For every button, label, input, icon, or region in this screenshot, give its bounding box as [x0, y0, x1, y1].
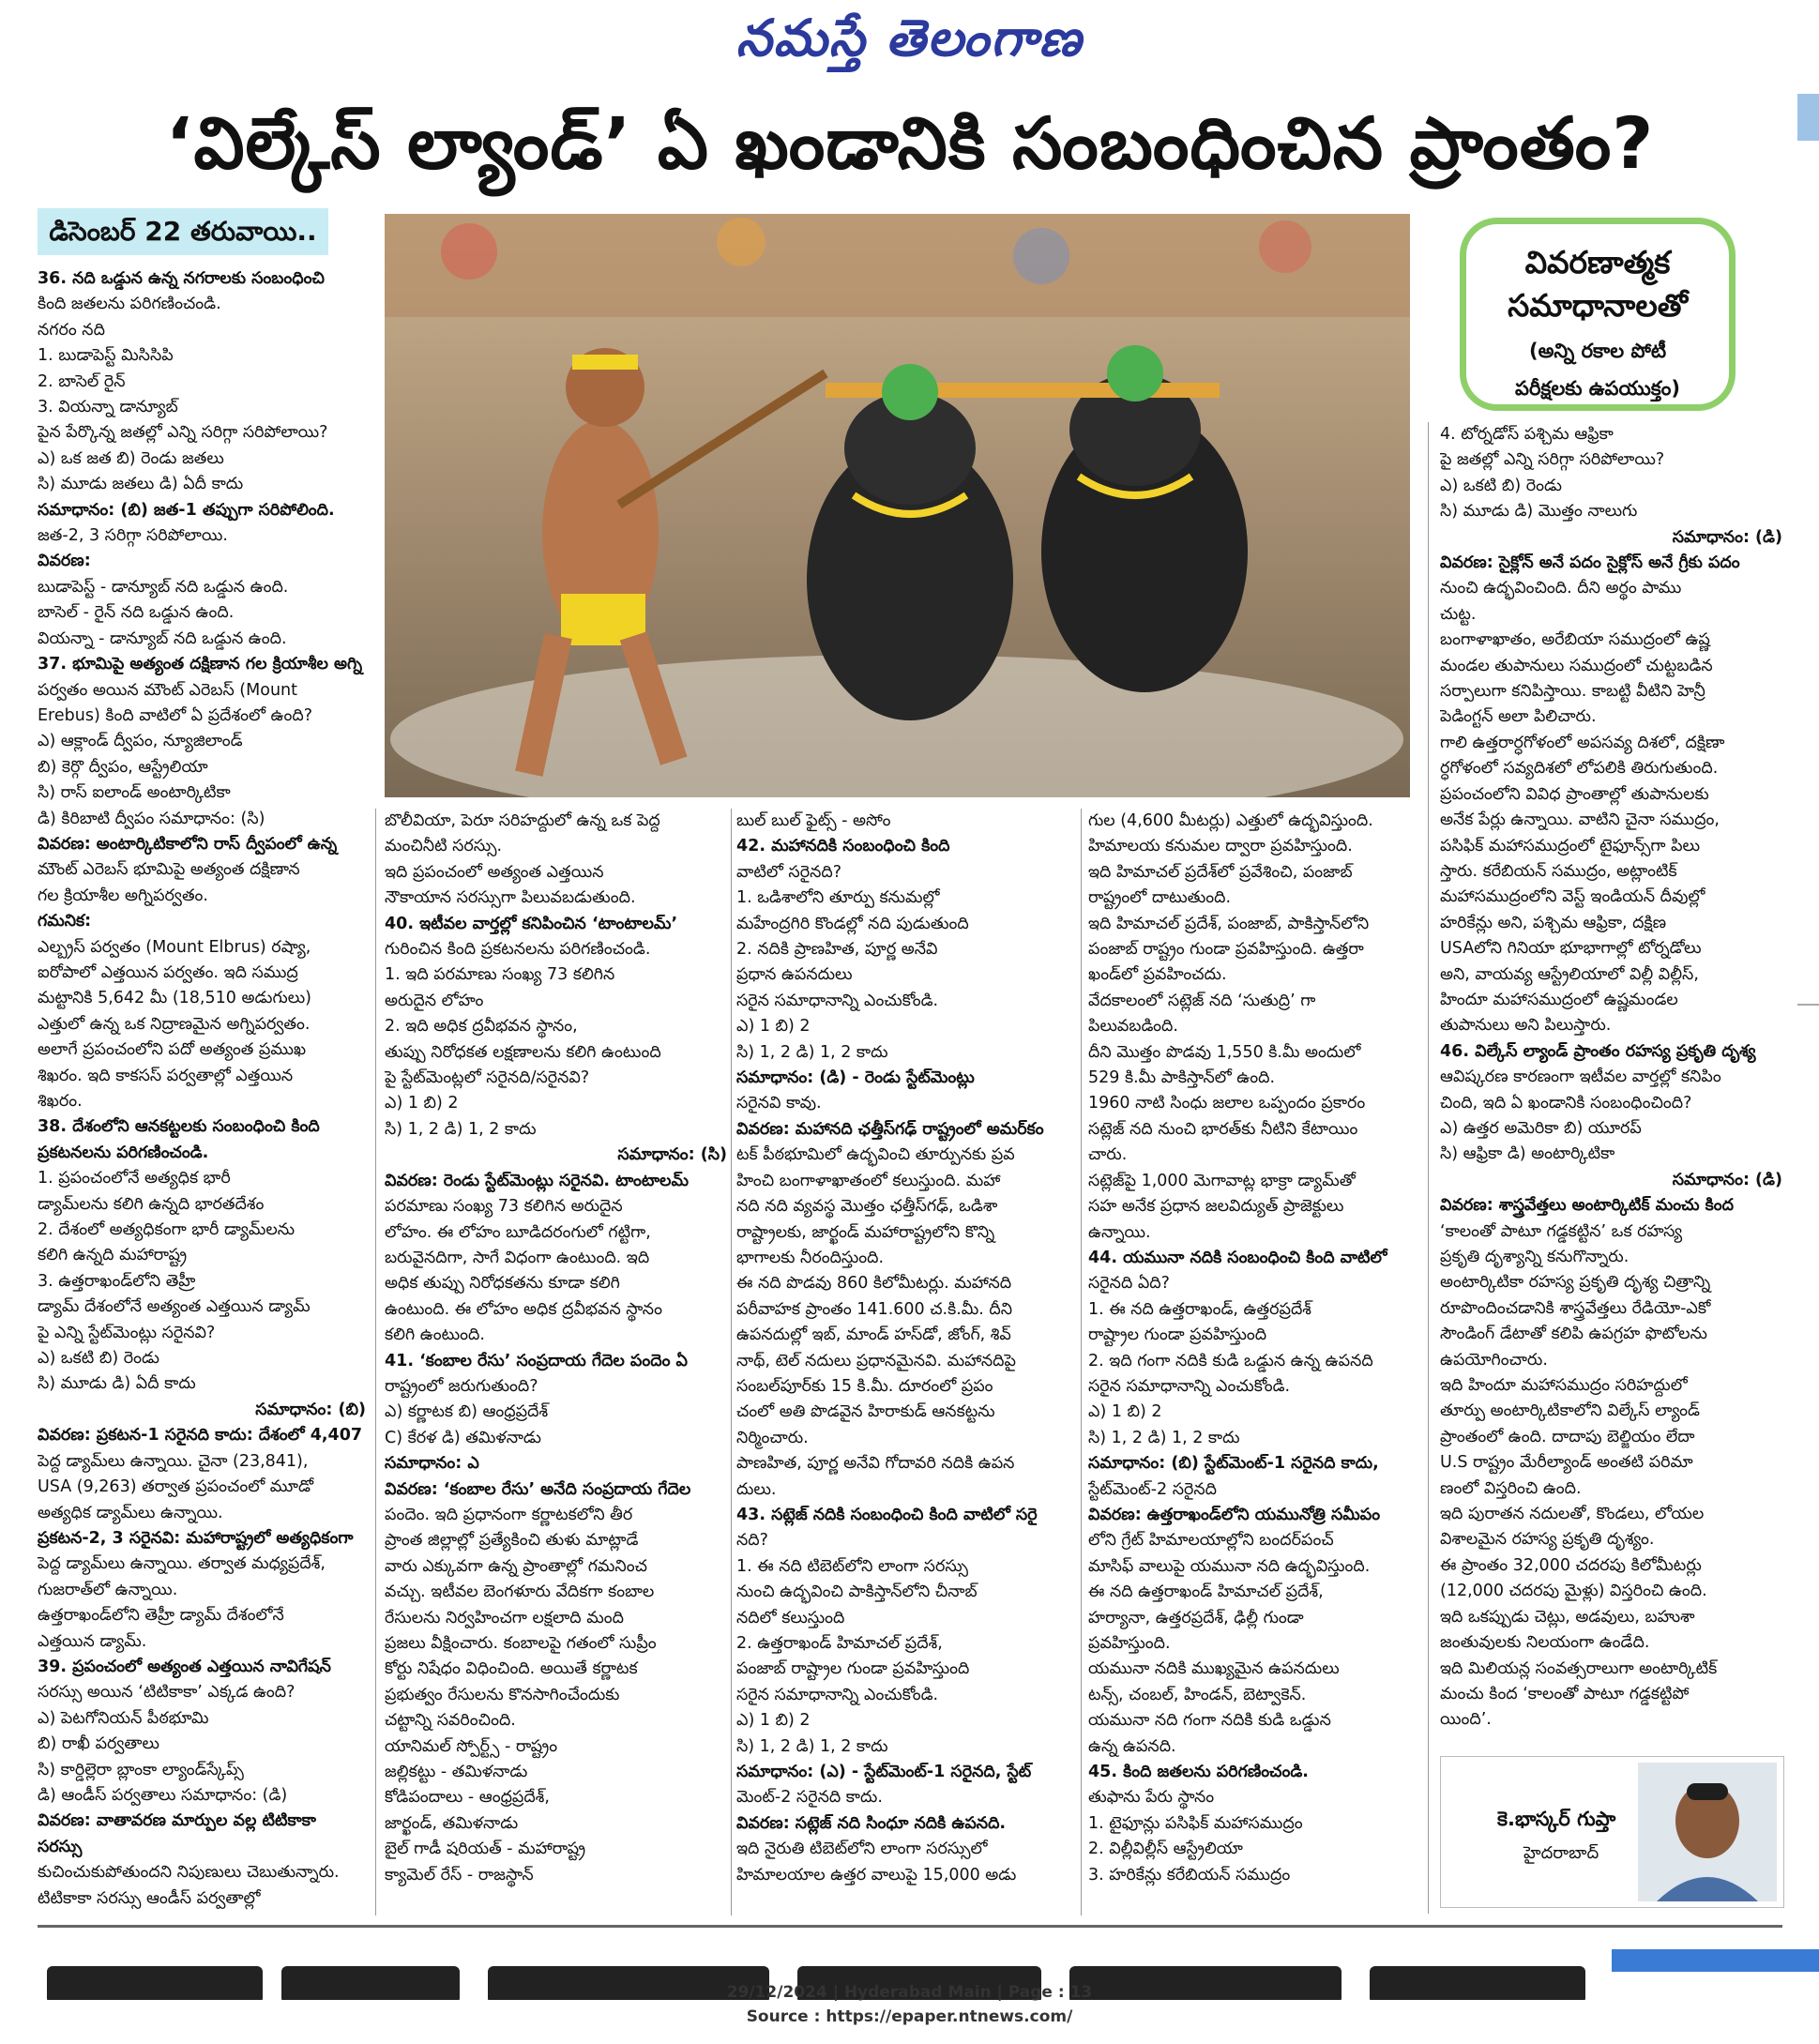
text-line: డ్యామ్‌లను కలిగి ఉన్నది భారతదేశం	[38, 1194, 265, 1214]
article-column-4	[1088, 809, 1421, 1917]
text-line: ఎ) 1 బి) 2	[736, 1711, 811, 1731]
text-line: 2. ఉత్తరాఖండ్ హిమాచల్ ప్రదేశ్,	[736, 1634, 943, 1653]
text-line: ఉపనదుల్లో ఇబ్, మాండ్ హస్‌డో, జోంగ్, శివ్	[736, 1325, 1011, 1345]
text-line: వివరణ:	[38, 552, 91, 571]
text-line: అంటార్కిటికా రహస్య ప్రకృతి దృశ్య చిత్రాన్ని	[1440, 1273, 1711, 1293]
text-line: ఎల్బ్రస్ పర్వతం (Mount Elbrus) రష్యా,	[38, 937, 311, 957]
text-line: సి) రాస్ ఐలాండ్ అంటార్కిటికా	[38, 783, 231, 803]
text-line: కలిగి ఉంటుంది.	[385, 1325, 485, 1345]
page-headline: ‘విల్కేస్ ల్యాండ్’ ఏ ఖండానికి సంబంధించిన ప్రాంతం?	[165, 101, 1655, 185]
text-line: సమాధానం: (డి) - రెండు స్టేట్‌మెంట్లు	[736, 1068, 975, 1088]
badge-line-4: పరీక్షలకు ఉపయుక్తం)	[1515, 377, 1680, 400]
text-line: Erebus) కింది వాటిలో ఏ ప్రదేశంలో ఉంది?	[38, 705, 313, 725]
text-line: యమునా నది గంగా నదికి కుడి ఒడ్డున	[1088, 1711, 1331, 1731]
text-line: 2. ఇది గంగా నదికి కుడి ఒడ్డున ఉన్న ఉపనది	[1088, 1351, 1373, 1370]
text-line: వియన్నా - డాన్యూబ్ నది ఒడ్డున ఉంది.	[38, 628, 287, 648]
text-line: ర్ధగోళంలో సవ్యదిశలో లోపలికి తిరుగుతుంది.	[1440, 759, 1719, 779]
text-line: వివరణ: ప్రకటన-1 సరైనది కాదు: దేశంలో 4,407	[38, 1426, 363, 1446]
text-line: స్తారు. కరేబియన్ సముద్రం, అట్లాంటిక్	[1440, 861, 1677, 881]
footer-date-line: 29/12/2024 | Hyderabad Main | Page : 13	[726, 1983, 1093, 2002]
text-line: 2. దేశంలో అత్యధికంగా భారీ డ్యామ్‌లను	[38, 1220, 296, 1240]
text-line: 41. ‘కంబాల రేసు’ సంప్రదాయ గేదెల పందెం ఏ	[385, 1351, 688, 1370]
text-line: ఖండ్‌లో ప్రవహించదు.	[1088, 965, 1227, 985]
text-line: లోని గ్రేట్ హిమాలయాల్లోని బందర్‌పంచ్	[1088, 1531, 1334, 1551]
text-line: సమాధానం: (బి) స్టేట్‌మెంట్-1 సరైనది కాదు,	[1088, 1454, 1379, 1474]
text-line: చంలో అతి పొడవైన హిరాకుడ్ ఆనకట్టను	[736, 1402, 995, 1422]
text-line: ఎ) ఉత్తర అమెరికా బి) యూరప్	[1440, 1118, 1642, 1138]
text-line: పెడింగ్టన్ అలా పిలిచారు.	[1440, 707, 1597, 727]
text-line: ప్రాంతంలో ఉంది. దాదాపు బెల్జియం లేదా	[1440, 1427, 1695, 1446]
text-line: శిఖరం.	[38, 1092, 83, 1111]
text-line: ప్రకటనలను పరిగణించండి.	[38, 1143, 209, 1162]
text-line: మండల తుపానులు సముద్రంలో చుట్టబడిన	[1440, 656, 1713, 675]
text-line: హిమాలయ కనుమల ద్వారా ప్రవహిస్తుంది.	[1088, 837, 1353, 856]
column-divider	[375, 809, 376, 1915]
text-line: పసిఫిక్ మహాసముద్రంలో టైఫూన్స్‌గా పిలు	[1440, 836, 1701, 855]
text-line: 1. బుడాపెస్ట్ మిసిసిపి	[38, 346, 174, 366]
text-line: 3. వియన్నా డాన్యూబ్	[38, 398, 178, 417]
text-line: బొలీవియా, పెరూ సరిహద్దులో ఉన్న ఒక పెద్ద	[385, 811, 660, 830]
text-line: వివరణ: ఉత్తరాఖండ్‌లోని యమునోత్రి సమీపం	[1088, 1505, 1381, 1524]
article-column-1	[38, 266, 366, 1917]
text-line: పైన పేర్కొన్న జతల్లో ఎన్ని సరిగ్గా సరిపోలాయి?	[38, 423, 328, 443]
text-line: ఇది ఒకప్పుడు చెట్లు, అడవులు, బహుశా	[1440, 1607, 1695, 1627]
text-line: పై స్టేట్‌మెంట్లలో సరైనది/సరైనవి?	[385, 1068, 590, 1088]
text-line: ప్రభుత్వం రేసులను కొనసాగించేందుకు	[385, 1685, 620, 1704]
text-line: ఎ) పెటగోనియన్ పీఠభూమి	[38, 1708, 209, 1728]
text-line: ఎ) ఆక్లాండ్ ద్వీపం, న్యూజిలాండ్	[38, 732, 243, 751]
text-line: సమాధానం: (సి)	[617, 1145, 727, 1165]
text-line: గాలి ఉత్తరార్ధగోళంలో అపసవ్య దిశలో, దక్షిణా	[1440, 733, 1725, 752]
text-line: పై జతల్లో ఎన్ని సరిగ్గా సరిపోలాయి?	[1440, 450, 1665, 470]
text-line: 1. ఈ నది ఉత్తరాఖండ్, ఉత్తరప్రదేశ్	[1088, 1299, 1311, 1319]
text-line: దీని మొత్తం పొడవు 1,550 కి.మీ అందులో	[1088, 1042, 1361, 1062]
text-line: సమాధానం: (ఎ) - స్టేట్‌మెంట్-1 సరైనది, స్టేట్	[736, 1763, 1032, 1782]
text-line: ప్రాంత జిల్లాల్లో ప్రత్యేకించి తుళు మాట్లాడే	[385, 1531, 639, 1551]
badge-line-1: వివరణాత్మక	[1524, 244, 1671, 280]
author-photo	[1638, 1763, 1777, 1901]
text-line: ణంలో విస్తరించి ఉంది.	[1440, 1478, 1582, 1498]
text-line: ఉంటుంది. ఈ లోహం అధిక ద్రవీభవన స్థానం	[385, 1299, 662, 1319]
text-line: సి) 1, 2 డి) 1, 2 కాదు	[736, 1736, 888, 1756]
text-line: సి) మూడు డి) మొత్తం నాలుగు	[1440, 502, 1638, 522]
text-line: నుంచి ఉద్భవించి పాకిస్తాన్‌లోని చీనాబ్	[736, 1582, 978, 1602]
text-line: కుచించుకుపోతుందని నిపుణులు చెబుతున్నారు.	[38, 1863, 340, 1883]
text-line: సి) మూడు డి) ఏదీ కాదు	[38, 1374, 196, 1394]
text-line: విశాలమైన రహస్య ప్రకృతి దృశ్యం.	[1440, 1530, 1655, 1550]
text-line: వివరణ: వాతావరణ మార్పుల వల్ల టిటికాకా సరస్సు	[38, 1811, 316, 1856]
text-line: కోర్టు నిషేధం విధించింది. అయితే కర్ణాటక	[385, 1659, 638, 1679]
text-line: మంచు కింద ‘కాలంతో పాటూ గడ్డకట్టిపో	[1440, 1684, 1690, 1703]
text-line: హిందూ మహాసముద్రంలో ఉష్ణమండల	[1440, 990, 1678, 1009]
text-line: ఈ ప్రాంతం 32,000 చదరపు కిలోమీటర్లు	[1440, 1555, 1702, 1575]
text-line: గుజరాత్‌లో ఉన్నాయి.	[38, 1580, 178, 1599]
text-line: అని, వాయవ్య ఆస్ట్రేలియాలో విల్లీ విల్లీస్,	[1440, 964, 1699, 984]
text-line: రాష్ట్రాల గుండా ప్రవహిస్తుంది	[1088, 1325, 1267, 1345]
text-line: యమునా నదికి ముఖ్యమైన ఉపనదులు	[1088, 1659, 1340, 1679]
column-divider	[1081, 809, 1082, 1915]
text-line: అధిక తుప్పు నిరోధకతను కూడా కలిగి	[385, 1274, 620, 1294]
text-line: కలిగి ఉన్నది మహారాష్ట్ర	[38, 1246, 188, 1265]
explanation-badge	[1460, 218, 1736, 411]
section-tag: డిసెంబర్ 22 తరువాయి..	[38, 208, 328, 255]
text-line: వివరణ: రెండు స్టేట్‌మెంట్లు సరైనవి. టాంటాలమ్	[385, 1171, 689, 1190]
text-line: ఎత్తులో ఉన్న ఒక నిద్రాణమైన అగ్నిపర్వతం.	[38, 1014, 311, 1034]
text-line: మౌంట్ ఎరెబస్ భూమిపై అత్యంత దక్షిణాన	[38, 860, 300, 880]
text-line: మెంట్-2 సరైనది కాదు.	[736, 1788, 883, 1808]
text-line: 40. ఇటీవల వార్తల్లో కనిపించిన ‘టాంటాలమ్’	[385, 914, 678, 933]
text-line: 1. ఇది పరమాణు సంఖ్య 73 కలిగిన	[385, 965, 615, 985]
text-line: ప్రపంచంలోని వివిధ ప్రాంతాల్లో తుపానులకు	[1440, 784, 1709, 804]
text-line: భాగాలకు నీరందిస్తుంది.	[736, 1248, 885, 1267]
text-line: బి) కెర్గొ ద్వీపం, ఆస్ట్రేలియా	[38, 757, 208, 777]
text-line: లోహం. ఈ లోహం బూడిదరంగులో గట్టిగా,	[385, 1222, 651, 1242]
text-line: రాష్ట్రంలో జరుగుతుంది?	[385, 1376, 538, 1396]
text-line: పంజాబ్ రాష్ట్రం గుండా ప్రవహిస్తుంది. ఉత్తరా	[1088, 940, 1364, 960]
badge-line-3: (అన్ని రకాల పోటీ	[1528, 340, 1667, 362]
text-line: సరైన సమాధానాన్ని ఎంచుకోండి.	[1088, 1376, 1291, 1396]
article-column-5	[1440, 422, 1782, 1745]
text-line: సట్లెజ్‌పై 1,000 మెగావాట్ల భాక్రా డ్యామ్‌తో	[1088, 1171, 1356, 1190]
text-line: గురించిన కింది ప్రకటనలను పరిగణించండి.	[385, 940, 651, 960]
text-line: సి) ఆఫ్రికా డి) అంటార్కిటికా	[1440, 1144, 1615, 1164]
text-line: ఉన్నాయి.	[1088, 1222, 1151, 1242]
text-line: వివరణ: సట్లెజ్ నది సింధూ నదికి ఉపనది.	[736, 1813, 1007, 1833]
text-line: పెద్ద డ్యామ్‌లు ఉన్నాయి. చైనా (23,841),	[38, 1451, 309, 1471]
text-line: బుడాపెస్ట్ - డాన్యూబ్ నది ఒడ్డున ఉంది.	[38, 577, 289, 597]
text-line: ఇది ప్రపంచంలో అత్యంత ఎత్తయిన	[385, 862, 604, 882]
text-line: అలాగే ప్రపంచంలోని పదో అత్యంత ప్రముఖ	[38, 1040, 307, 1060]
text-line: ఎ) 1 బి) 2	[736, 1017, 811, 1037]
text-line: ఇది మిలియన్ల సంవత్సరాలుగా అంటార్కిటిక్	[1440, 1658, 1718, 1678]
text-line: 36. నది ఒడ్డున ఉన్న నగరాలకు సంబంధించి	[38, 269, 325, 288]
text-line: చారు.	[1088, 1145, 1128, 1165]
text-line: ‘కాలంతో పాటూ గడ్డకట్టిన’ ఒక రహస్య	[1440, 1221, 1683, 1241]
text-line: 1. ఈ నది టిబెట్‌లోని లాంగా సరస్సు	[736, 1556, 969, 1576]
text-line: 529 కి.మీ పాకిస్తాన్‌లో ఉంది.	[1088, 1068, 1276, 1088]
text-line: సమాధానం: (బి)	[255, 1400, 366, 1419]
text-line: సి) 1, 2 డి) 1, 2 కాదు	[1088, 1428, 1240, 1447]
text-line: పందెం. ఇది ప్రధానంగా కర్ణాటకలోని తీర	[385, 1505, 633, 1524]
text-line: పిలువబడింది.	[1088, 1017, 1178, 1037]
text-line: గల క్రియాశీల అగ్నిపర్వతం.	[38, 886, 208, 905]
text-line: 43. సట్లెజ్ నదికి సంబంధించి కింది వాటిలో సరై	[736, 1505, 1038, 1524]
text-line: సరైన సమాధానాన్ని ఎంచుకోండి.	[736, 991, 939, 1010]
text-line: మంచినీటి సరస్సు.	[385, 837, 503, 856]
text-line: ఉత్తరాఖండ్‌లోని తెహ్రీ డ్యామ్ దేశంలోనే	[38, 1606, 284, 1626]
text-line: ఎ) ఒకటి బి) రెండు	[38, 1349, 159, 1369]
text-line: బాసెల్ - రైన్ నది ఒడ్డున ఉంది.	[38, 603, 235, 623]
author-box	[1440, 1756, 1784, 1908]
text-line: బరువైనదిగా, సాగే విధంగా ఉంటుంది. ఇది	[385, 1248, 650, 1267]
text-line: తుపానులు అని పిలుస్తారు.	[1440, 1016, 1612, 1036]
adjacent-page-edge	[1797, 94, 1819, 141]
text-line: 42. మహానదికి సంబంధించి కింది	[736, 837, 950, 856]
text-line: ఆవిష్కరణ కారణంగా ఇటీవల వార్తల్లో కనిపిం	[1440, 1067, 1721, 1087]
text-line: ఎ) ఒక జత బి) రెండు జతలు	[38, 448, 224, 468]
article-column-2	[385, 809, 727, 1917]
text-line: 46. విల్కేస్ ల్యాండ్ ప్రాంతం రహస్య ప్రకృతి దృశ్య	[1440, 1041, 1756, 1061]
text-line: వివరణ: సైక్లోన్ అనే పదం సైక్లోస్ అనే గ్రీకు పదం	[1440, 553, 1740, 573]
column-divider	[1428, 422, 1429, 1914]
text-line: 2. విల్లీవిల్లీస్ ఆస్ట్రేలియా	[1088, 1840, 1243, 1859]
text-line: ప్రవహిస్తుంది.	[1088, 1634, 1171, 1653]
text-line: 2. నదికి ప్రాణహిత, పూర్ణ అనేవి	[736, 940, 938, 960]
text-line: సరైన సమాధానాన్ని ఎంచుకోండి.	[736, 1685, 939, 1704]
text-line: సి) మూడు జతలు డి) ఏదీ కాదు	[38, 475, 244, 494]
text-line: తూర్పు అంటార్కిటికాలోని విల్కేస్ ల్యాండ్	[1440, 1401, 1700, 1421]
text-line: అనేక పేర్లు ఉన్నాయి. వాటిని చైనా సముద్రం,	[1440, 810, 1720, 830]
text-line: పర్వతం అయిన మౌంట్ ఎరెబస్ (Mount	[38, 680, 297, 700]
text-line: (12,000 చదరపు మైళ్లు) విస్తరించి ఉంది.	[1440, 1582, 1707, 1601]
text-line: సౌండింగ్ డేటాతో కలిపి ఉపగ్రహ ఫొటోలను	[1440, 1325, 1707, 1344]
text-line: 3. హరికేన్లు కరేబియన్ సముద్రం	[1088, 1865, 1291, 1885]
text-line: టన్స్, చంబల్, హిండన్, బెట్వా‌కెన్.	[1088, 1685, 1307, 1704]
article-column-3	[736, 809, 1076, 1917]
text-line: 1. టైఫూన్లు పసిఫిక్ మహాసముద్రం	[1088, 1813, 1303, 1833]
text-line: ప్రధాన ఉపనదులు	[736, 965, 853, 985]
text-line: నగరం నది	[38, 320, 105, 340]
text-line: చింది, ఇది ఏ ఖండానికి సంబంధించింది?	[1440, 1093, 1692, 1113]
text-line: 1960 నాటి సింధు జలాల ఒప్పందం ప్రకారం	[1088, 1094, 1366, 1113]
text-line: సమాధానం: (డి)	[1672, 527, 1782, 547]
text-line: నదిలో కలుస్తుంది	[736, 1608, 845, 1628]
text-line: పాణహిత, పూర్ణ అనేవి గోదావరి నదికి ఉపన	[736, 1454, 1015, 1474]
text-line: పరీవాహక ప్రాంతం 141.600 చ.కి.మీ. దీని	[736, 1299, 1013, 1319]
text-line: మహేంద్రగిరి కొండల్లో నది పుడుతుంది	[736, 914, 969, 933]
text-line: క్యామెల్ రేస్ - రాజస్థాన్	[385, 1865, 534, 1885]
text-line: రాష్ట్రంలో దాటుతుంది.	[1088, 888, 1232, 908]
author-city: హైదరాబాద్	[1523, 1843, 1599, 1863]
text-line: 38. దేశంలోని ఆనకట్టలకు సంబంధించి కింది	[38, 1117, 320, 1137]
text-line: చుట్ట.	[1440, 604, 1477, 624]
text-line: జత-2, 3 సరిగ్గా సరిపోలాయి.	[38, 526, 228, 546]
text-line: 39. ప్రపంచంలో అత్యంత ఎత్తయిన నావిగేషన్	[38, 1657, 331, 1676]
text-line: సట్లెజ్ నది నుంచి భారత్‌కు నీటిని కేటాయిం	[1088, 1119, 1358, 1139]
text-line: ఈ నది ఉత్తరాఖండ్ హిమాచల్ ప్రదేశ్,	[1088, 1582, 1324, 1602]
text-line: వచ్చు. ఇటీవల బెంగళూరు వేదికగా కంబాల	[385, 1582, 655, 1602]
text-line: దులు.	[736, 1479, 777, 1499]
text-line: ఎ) ఒకటి బి) రెండు	[1440, 476, 1562, 495]
text-line: జల్లికట్టు - తమిళనాడు	[385, 1763, 528, 1782]
text-line: ఎ) కర్ణాటక బి) ఆంధ్రప్రదేశ్	[385, 1402, 549, 1422]
text-line: తుఫాను పేరు స్థానం	[1088, 1788, 1215, 1808]
text-line: ఇది హిందూ మహాసముద్రం సరిహద్దులో	[1440, 1376, 1688, 1396]
text-line: సరైనవి కావు.	[736, 1094, 822, 1113]
text-line: టిటికాకా సరస్సు ఆండీస్ పర్వతాల్లో	[38, 1888, 261, 1908]
photo-illustration	[385, 214, 1410, 797]
text-line: వివరణ: ‘కంబాల రేసు’ అనేది సంప్రదాయ గేదెల	[385, 1479, 691, 1499]
text-line: సి) 1, 2 డి) 1, 2 కాదు	[385, 1119, 537, 1139]
text-line: ప్రకటన-2, 3 సరైనవి: మహారాష్ట్రలో అత్యధికంగా	[38, 1528, 354, 1548]
text-line: గమనిక:	[38, 912, 92, 931]
text-line: మట్టానికి 5,642 మీ (18,510 అడుగులు)	[38, 989, 311, 1008]
text-line: ఈ నది పొడవు 860 కిలోమీటర్లు. మహానది	[736, 1274, 1012, 1294]
bottom-rule	[38, 1925, 1782, 1928]
text-line: యింది’.	[1440, 1710, 1492, 1730]
text-line: బుల్ బుల్ ఫైట్స్ - అసోం	[736, 811, 891, 830]
text-line: USA (9,263) తర్వాత ప్రపంచంలో మూడో	[38, 1477, 314, 1497]
text-line: సి) 1, 2 డి) 1, 2 కాదు	[736, 1042, 888, 1062]
author-name: కె.భాస్కర్ గుప్తా	[1497, 1808, 1616, 1830]
text-line: వివరణ: మహానది ఛత్తీస్‌గఢ్ రాష్ట్రంలో అమర్‌కం	[736, 1119, 1044, 1139]
text-line: టక్ పీఠభూమిలో ఉద్భవించి తూర్పునకు ప్రవ	[736, 1145, 1015, 1165]
text-line: ప్రజలు వీక్షించారు. కంబాలపై గతంలో సుప్రీం	[385, 1634, 657, 1653]
text-line: యానిమల్ స్పోర్ట్స్ - రాష్ట్రం	[385, 1736, 558, 1756]
text-line: తుప్పు నిరోధకత లక్షణాలను కలిగి ఉంటుంది	[385, 1042, 661, 1062]
text-line: సమాధానం: (డి)	[1672, 1170, 1782, 1189]
text-line: ఐరోపాలో ఎత్తయిన పర్వతం. ఇది సముద్ర	[38, 962, 298, 982]
text-line: డి) కిరిబాటి ద్వీపం సమాధానం: (సి)	[38, 809, 265, 828]
text-line: వేదకాలంలో సట్లెజ్ నది ‘సుతుద్రి’ గా	[1088, 991, 1316, 1010]
text-line: గుల (4,600 మీటర్లు) ఎత్తులో ఉద్భవిస్తుంది.	[1088, 811, 1373, 830]
text-line: ఉన్న ఉపనది.	[1088, 1736, 1176, 1756]
text-line: స్టేట్‌మెంట్-2 సరైనది	[1088, 1479, 1218, 1499]
text-line: రేసులను నిర్వహించగా లక్షలాది మంది	[385, 1608, 624, 1628]
text-line: హిమాలయాల ఉత్తర వాలుపై 15,000 అడు	[736, 1865, 1017, 1885]
text-line: మాసిఫ్ వాలుపై యమునా నది ఉద్భవిస్తుంది.	[1088, 1556, 1371, 1576]
text-line: ఎత్తయిన డ్యామ్.	[38, 1631, 147, 1651]
text-line: డ్యామ్ దేశంలోనే అత్యంత ఎత్తయిన డ్యామ్	[38, 1297, 311, 1317]
text-line: 2. ఇది అధిక ద్రవీభవన స్థానం,	[385, 1017, 578, 1037]
badge-line-2: సమాధానాలతో	[1508, 287, 1688, 324]
text-line: పై ఎన్ని స్టేట్‌మెంట్లు సరైనవి?	[38, 1323, 216, 1342]
text-line: ఇది హిమాచల్ ప్రదేశ్‌లో ప్రవేశించి, పంజాబ్	[1088, 862, 1353, 882]
column-divider	[731, 809, 732, 1915]
text-line: హరికేన్లు అని, పశ్చిమ ఆఫ్రికా, దక్షిణ	[1440, 913, 1667, 932]
text-line: రూపొందించడానికి శాస్త్రవేత్తలు రేడియో-ఎకో	[1440, 1298, 1711, 1318]
text-line: సరైనది ఏది?	[1088, 1274, 1170, 1294]
text-line: U.S రాష్ట్రం మేరీల్యాండ్ అంతటి పరిమా	[1440, 1453, 1693, 1473]
text-line: బి) రాఖీ పర్వతాలు	[38, 1734, 159, 1754]
text-line: సమాధానం: ఎ	[385, 1454, 479, 1474]
footer-source-line: Source : https://epaper.ntnews.com/	[746, 2007, 1073, 2026]
text-line: ఎ) 1 బి) 2	[1088, 1402, 1162, 1422]
text-line: C) కేరళ డి) తమిళనాడు	[385, 1428, 541, 1447]
teaser-label-box	[1612, 1949, 1819, 1972]
text-line: హించి బంగాళాఖాతంలో కలుస్తుంది. మహా	[736, 1171, 1001, 1190]
text-line: నుంచి ఉద్భవించింది. దీని అర్థం పాము	[1440, 579, 1682, 598]
text-line: నది?	[736, 1531, 768, 1551]
text-line: వివరణ: అంటార్కిటికాలోని రాస్ ద్వీపంలో ఉన్న	[38, 834, 338, 854]
author-portrait	[1638, 1763, 1777, 1901]
text-line: కింది జతలను పరిగణించండి.	[38, 295, 221, 314]
text-line: బైల్ గాడీ షరియత్ - మహారాష్ట్ర	[385, 1840, 586, 1859]
text-line: సహ అనేక ప్రధాన జలవిద్యుత్ ప్రాజెక్టులు	[1088, 1197, 1344, 1217]
text-line: హర్యానా, ఉత్తరప్రదేశ్, ఢిల్లీ గుండా	[1088, 1608, 1304, 1628]
text-line: నాథ్, టెల్ నదులు ప్రధానమైనవి. మహానదిపై	[736, 1351, 1016, 1370]
text-line: 45. కింది జతలను పరిగణించండి.	[1088, 1763, 1309, 1782]
text-line: శిఖరం. ఇది కాకసస్ పర్వతాల్లో ఎత్తయిన	[38, 1066, 294, 1085]
text-line: కోడిపందాలు - ఆంధ్రప్రదేశ్,	[385, 1788, 550, 1808]
text-line: రాష్ట్రాలకు, జార్ఖండ్ మహారాష్ట్రలోని కొన్ని	[736, 1222, 995, 1242]
adjacent-page-edge	[1797, 1004, 1819, 1006]
text-line: 37. భూమిపై అత్యంత దక్షిణాన గల క్రియాశీల అగ్ని	[38, 655, 363, 674]
text-line: 1. ఒడిశాలోని తూర్పు కనుమల్లో	[736, 888, 940, 908]
text-line: వాటిలో సరైనది?	[736, 862, 842, 882]
text-line: ఇది హిమాచల్ ప్రదేశ్, పంజాబ్, పాకిస్తాన్‌లోని	[1088, 914, 1370, 933]
text-line: ఉపయోగించారు.	[1440, 1350, 1548, 1370]
kambala-race-photo	[385, 214, 1410, 797]
text-line: 2. బాసెల్ రైన్	[38, 371, 126, 391]
text-line: సి) కార్డిల్లెరా బ్లాంకా ల్యాండ్‌స్కేప్స్	[38, 1760, 244, 1779]
text-line: డి) ఆండీస్ పర్వతాలు సమాధానం: (డి)	[38, 1785, 288, 1805]
text-line: సమాధానం: (బి) జత-1 తప్పుగా సరిపోలింది.	[38, 500, 335, 520]
text-line: ఇది పురాతన నదులతో, కొండలు, లోయల	[1440, 1505, 1705, 1524]
text-line: మహాసముద్రంలోని వెస్ట్ ఇండియన్ దీవుల్లో	[1440, 887, 1705, 907]
text-line: నౌకాయాన సరస్సుగా పిలువబడుతుంది.	[385, 888, 636, 908]
text-line: బంగాళాఖాతం, అరేబియా సముద్రంలో ఉష్ణ	[1440, 630, 1710, 650]
text-line: 3. ఉత్తరాఖండ్‌లోని తెహ్రీ	[38, 1271, 196, 1291]
text-line: జంతువులకు నిలయంగా ఉండేది.	[1440, 1633, 1650, 1653]
masthead-logo: నమస్తే తెలంగాణ	[735, 8, 1084, 68]
text-line: సంబల్‌పూర్‌కు 15 కి.మీ. దూరంలో ప్రపం	[736, 1376, 993, 1396]
text-line: పరమాణు సంఖ్య 73 కలిగిన అరుదైన	[385, 1197, 623, 1217]
text-line: జార్ఖండ్, తమిళనాడు	[385, 1813, 519, 1833]
text-line: 44. యమునా నదికి సంబంధించి కింది వాటిలో	[1088, 1248, 1387, 1267]
text-line: 1. ప్రపంచంలోనే అత్యధిక భారీ	[38, 1169, 231, 1189]
text-line: ప్రకృతి దృశ్యాన్ని కనుగొన్నారు.	[1440, 1248, 1630, 1266]
text-line: ఎ) 1 బి) 2	[385, 1094, 459, 1113]
text-line: అరుదైన లోహం	[385, 991, 484, 1010]
text-line: చట్టాన్ని సవరించింది.	[385, 1711, 516, 1731]
text-line: సరస్సు అయిన ‘టిటికాకా’ ఎక్కడ ఉంది?	[38, 1683, 296, 1703]
text-line: ఇది నైరుతి టిబెట్‌లోని లాంగా సరస్సులో	[736, 1840, 988, 1859]
text-line: USAలోని గినియా భూభాగాల్లో టోర్నడోలు	[1440, 939, 1702, 959]
text-line: సర్పాలుగా కనిపిస్తాయి. కాబట్టి వీటిని హెన్రీ	[1440, 682, 1705, 702]
text-line: నది నది వ్యవస్థ మొత్తం ఛత్తీస్‌గఢ్, ఒడిశా	[736, 1197, 998, 1217]
text-line: 4. టోర్నడోస్ పశ్చిమ ఆఫ్రికా	[1440, 425, 1614, 444]
text-line: పెద్ద డ్యామ్‌లు ఉన్నాయి. తర్వాత మధ్యప్రదేశ్,	[38, 1554, 326, 1574]
text-line: అత్యధిక డ్యామ్‌లు ఉన్నాయి.	[38, 1503, 223, 1522]
text-line: పంజాబ్ రాష్ట్రాల గుండా ప్రవహిస్తుంది	[736, 1659, 970, 1679]
text-line: వారు ఎక్కువగా ఉన్న ప్రాంతాల్లో గమనించ	[385, 1556, 647, 1576]
text-line: నిర్మించారు.	[736, 1428, 809, 1447]
text-line: వివరణ: శాస్త్రవేత్తలు అంటార్కిటిక్ మంచు కింద	[1440, 1196, 1734, 1216]
